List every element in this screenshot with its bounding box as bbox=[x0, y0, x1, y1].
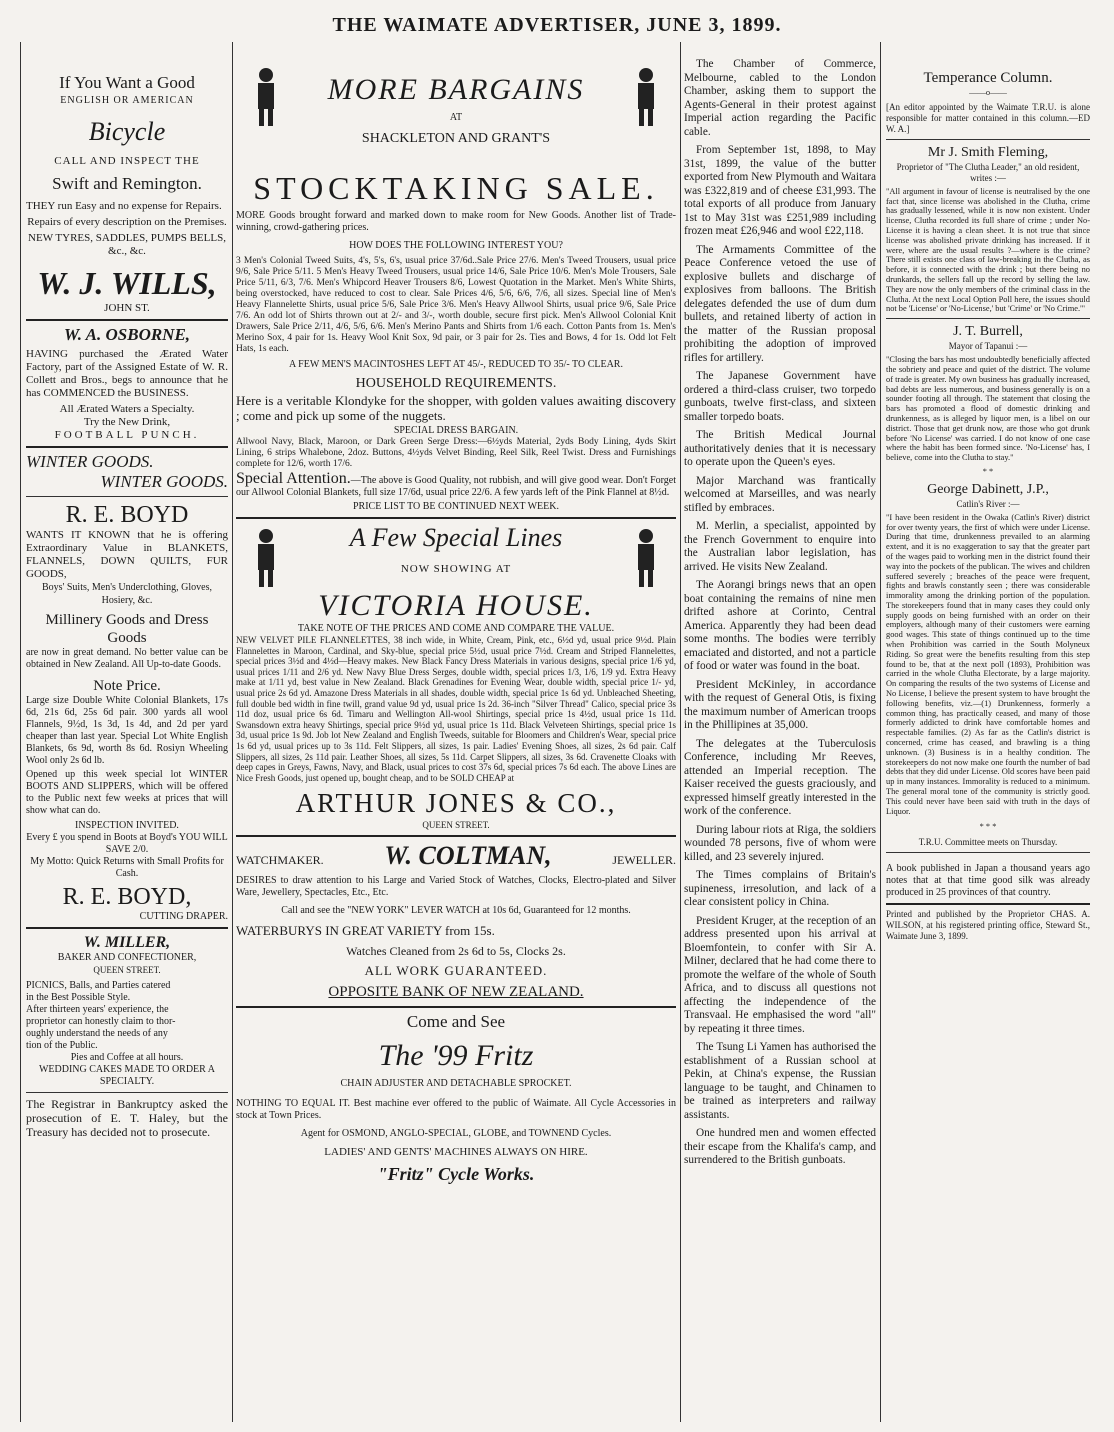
bargains-firm: SHACKLETON AND GRANT'S bbox=[361, 131, 551, 146]
miller-line-1: PICNICS, Balls, and Parties catered bbox=[26, 980, 171, 991]
miller-line-6: tion of the Public. bbox=[26, 1040, 98, 1051]
column-rule bbox=[20, 42, 21, 1422]
chain-adjuster: CHAIN ADJUSTER AND DETACHABLE SPROCKET. bbox=[340, 1078, 572, 1090]
special-dress: SPECIAL DRESS BARGAIN. bbox=[393, 425, 519, 436]
bicycle-call: CALL AND INSPECT THE bbox=[54, 155, 200, 167]
lever-watch: Call and see the "NEW YORK" LEVER WATCH at 10s 6d, Guaranteed for 12 months. bbox=[281, 905, 631, 917]
news-item: The Tsung Li Yamen has authorised the establishment of a Russian school at Pekin, at China's expense, the Russian language to be taught, and Chinamen to be trained as interpreters and railway assistants. bbox=[684, 1041, 876, 1121]
masthead: THE WAIMATE ADVERTISER, JUNE 3, 1899. bbox=[332, 14, 782, 36]
how-does: HOW DOES THE FOLLOWING INTEREST YOU? bbox=[349, 240, 563, 251]
bicycle-subhead: ENGLISH OR AMERICAN bbox=[60, 95, 194, 106]
divider bbox=[26, 496, 228, 497]
boyd-2-trade: CUTTING DRAPER. bbox=[139, 911, 228, 922]
column-3 bbox=[684, 58, 876, 1428]
miller-street: QUEEN STREET. bbox=[93, 965, 161, 975]
bankruptcy-note: The Registrar in Bankruptcy asked the prosecution of E. T. Haley, but the Treasury has decided not to prosecute. bbox=[26, 1097, 228, 1139]
miller-line-4: proprietor can honestly claim to thor- bbox=[26, 1016, 176, 1027]
miller-line-2: in the Best Possible Style. bbox=[26, 992, 131, 1003]
special-lines-title: A Few Special Lines bbox=[349, 523, 563, 552]
burrell-name: J. T. Burrell, bbox=[953, 324, 1023, 340]
winter-goods-2: WINTER GOODS. bbox=[100, 472, 228, 491]
news-item: The Chamber of Commerce, Melbourne, cabled to the London Chamber, asking them to support the Agents-General in their protest against Imperial action regarding the Pacific cable. bbox=[684, 58, 876, 138]
special-attention: Special Attention. bbox=[236, 470, 351, 487]
osborne-name: W. A. OSBORNE, bbox=[63, 325, 191, 344]
stars-divider: * * * bbox=[979, 822, 997, 832]
divider bbox=[26, 1092, 228, 1093]
osborne-try: Try the New Drink, bbox=[83, 416, 171, 428]
miller-name: W. MILLER, bbox=[83, 934, 171, 951]
news-items bbox=[684, 58, 876, 1168]
opposite-bank: OPPOSITE BANK OF NEW ZEALAND. bbox=[328, 984, 584, 1001]
divider bbox=[886, 852, 1090, 853]
motto: My Motto: Quick Returns with Small Profits for Cash. bbox=[30, 856, 224, 879]
news-item: From September 1st, 1898, to May 31st, 1899, the value of the butter exported from New Plymouth and Waitara was £322,819 and of cheese £31,993. The total exports of all produce from January 1st to May 31st was £251,989 including frozen meat £26,946 and wool £22,118. bbox=[684, 144, 876, 237]
dabinett-role: Catlin's River :— bbox=[956, 498, 1020, 509]
column-2 bbox=[236, 58, 676, 1428]
watches-cleaned: Watches Cleaned from 2s 6d to 5s, Clocks 2s. bbox=[346, 944, 566, 959]
note-price-body: Large size Double White Colonial Blankets, 17s 6d, 21s 6d, 25s 6d pair. 300 yards all wool Flannels, 9½d, 1s 3d, 1s 4d, and 2d per yard cheaper than last year. Special Lot White English Blankets, 6s 9d, worth 8s 6d. Rosiyn Wheeling Wool only 2s 6d lb. bbox=[26, 695, 228, 766]
jeweller: JEWELLER. bbox=[612, 853, 676, 868]
column-rule bbox=[232, 42, 233, 1422]
bicycle-tyres: NEW TYRES, SADDLES, PUMPS BELLS, &c., &c. bbox=[28, 232, 226, 257]
news-item: The British Medical Journal authoritatively denies that it is necessary to operate upon the Queen's eyes. bbox=[684, 429, 876, 468]
bicycle-body: THEY run Easy and no expense for Repairs. bbox=[26, 200, 222, 212]
news-item: M. Merlin, a specialist, appointed by the French Government to enquire into the Australian labor legislation, has arrived. He visits New Zealand. bbox=[684, 520, 876, 573]
title-dash: ——o—— bbox=[969, 88, 1007, 97]
victoria-house: VICTORIA HOUSE. bbox=[318, 589, 594, 622]
news-item: The Armaments Committee of the Peace Conference vetoed the use of explosive bullets and discharge of explosives from balloons. The British delegates defended the use of dum dum bullets, and retained liberty of action in the matter of the Russian proposal prohibiting the adoption of improved rifles for artillery. bbox=[684, 243, 876, 364]
fritz-title: The '99 Fritz bbox=[378, 1039, 534, 1073]
come-and-see: Come and See bbox=[406, 1012, 506, 1032]
miller-cakes: WEDDING CAKES MADE TO ORDER A SPECIALTY. bbox=[38, 1064, 216, 1087]
divider bbox=[886, 903, 1090, 905]
note-opened: Opened up this week special lot WINTER BOOTS AND SLIPPERS, which will be offered to the Public next few weeks at prices that will show what can do. bbox=[26, 769, 228, 816]
millinery-body: are now in great demand. No better value can be obtained in New Zealand. All Up-to-date Goods. bbox=[26, 647, 228, 670]
now-showing: NOW SHOWING AT bbox=[400, 563, 512, 575]
divider bbox=[886, 318, 1090, 319]
divider bbox=[886, 139, 1090, 140]
agent-line: Agent for OSMOND, ANGLO-SPECIAL, GLOBE, and TOWNEND Cycles. bbox=[300, 1128, 612, 1140]
mens-body: 3 Men's Colonial Tweed Suits, 4's, 5's, 6's, usual price 37/6d..Sale Price 27/6. Men's Tweed Trousers, usual price 9/6, Sale Price 5/11. 5 Men's Heavy Tweed Trousers, usual price 14/6, Sale Price 10/6. Men's Mole Trousers, Sale Price 5/11, 6/3, 7/6. Men's Whipcord Heaver Trousers 8/6, Lowest Quotation in the Market. Men's White Shirts, being overstocked, have reduced to cost to clear. Sale Prices 4/6, 5/6, 6/6, 7/6, all sizes. Special line of Men's Heavy Flannelette Shirts, usual price 5/6, Sale Price 3/6. Men's Heavy Allwool Shirts, usual price 9/6, Sale Price 7/6. An odd lot of Shirts thrown out at 2/- and 3/-, worth double, secure first pick. Men's Allwool Colonial Knit Drawers, Sale Price 2/11, 4/6, 5/6, 6/6. Men's Merino Pants and Shirts from 1/6 each. Cotton Pants from 1s. Men's Merino Sox, 4 pair for 1s. Heavy Wool Knit Sox, 9d pair, or 3 pair for 2s. Ties and Bows, 4 for 1s. Odd lot Felt Hats, 1s each. bbox=[236, 256, 676, 354]
divider bbox=[26, 319, 228, 321]
stars-divider: * * bbox=[982, 466, 994, 476]
news-item: Major Marchand was frantically welcomed at Marseilles, and was nearly stifled by embraces. bbox=[684, 474, 876, 514]
bicycle-brands: Swift and Remington. bbox=[52, 174, 202, 193]
fleming-name: Mr J. Smith Fleming, bbox=[927, 144, 1049, 160]
fritz-works: "Fritz" Cycle Works. bbox=[377, 1164, 535, 1185]
news-item: The Aorangi brings news that an open boat containing the remains of nine men drifted ashore at Corinto, Central America. Apparently they had been dead some months. The bodies were terribly emaciated and distorted, and not a particle of food or water was found in the boat. bbox=[684, 579, 876, 672]
ladies-gents: LADIES' AND GENTS' MACHINES ALWAYS ON HIRE. bbox=[324, 1146, 588, 1159]
column-4 bbox=[886, 58, 1090, 1428]
stock-intro: MORE Goods brought forward and marked down to make room for New Goods. Another list of Trade-winning, crowd-gathering prices. bbox=[236, 210, 676, 233]
bargains-title: MORE BARGAINS bbox=[327, 73, 585, 106]
arthur-jones: ARTHUR JONES & CO., bbox=[295, 788, 617, 819]
klondyke: Here is a veritable Klondyke for the shopper, with golden values awaiting discovery ; come and pick up some of the nuggets. bbox=[236, 393, 676, 423]
boyd-body: WANTS IT KNOWN that he is offering Extraordinary Value in BLANKETS, FLANNELS, DOWN QUILTS, FUR GOODS, bbox=[26, 529, 228, 580]
coltman-body: DESIRES to draw attention to his Large and Varied Stock of Watches, Clocks, Electro-plated and Silver Ware, Jewellery, Spectacles, Etc., Etc. bbox=[236, 875, 676, 899]
news-item: One hundred men and women effected their escape from the Khalifa's camp, and surrendered to the British gunboats. bbox=[684, 1127, 876, 1166]
dabinett-name: George Dabinett, J.P., bbox=[927, 481, 1049, 497]
news-item: The Japanese Government have ordered a third-class cruiser, two torpedo gunboats, twelve first-class, and sixteen smaller torpedo boats. bbox=[684, 370, 876, 423]
winter-goods-1: WINTER GOODS. bbox=[26, 452, 154, 471]
take-note: TAKE NOTE OF THE PRICES AND COME AND COMPARE THE VALUE. bbox=[297, 623, 615, 634]
bicycle-repairs: Repairs of every description on the Premises. bbox=[27, 216, 227, 228]
household-headline: HOUSEHOLD REQUIREMENTS. bbox=[355, 376, 557, 391]
dress-body: Allwool Navy, Black, Maroon, or Dark Green Serge Dress:—6½yds Material, 2yds Body Lining, 4yds Skirt Lining, 6 strips Whalebone, 2doz. Buttons, 4½yds Velvet Binding, Reel Silk, Reel Twist. Dress and Furnishings complete for 12/6, worth 17/6. bbox=[236, 437, 676, 469]
note-price-headline: Note Price. bbox=[93, 678, 161, 694]
bicycle-headline: If You Want a Good bbox=[59, 73, 195, 92]
japan-silk: A book published in Japan a thousand years ago notes that at that time good silk was already produced in 25 provinces of that country. bbox=[886, 863, 1090, 899]
figure-illustration-left bbox=[248, 66, 284, 128]
imprint: Printed and published by the Proprietor CHAS. A. WILSON, at his registered printing office, Steward St., Waimate June 3, 1899. bbox=[886, 909, 1090, 942]
news-item: The Times complains of Britain's supineness, irresolution, and lack of a clear consistent policy in China. bbox=[684, 869, 876, 908]
boyd-2-name: R. E. BOYD, bbox=[62, 884, 192, 910]
osborne-body: HAVING purchased the Ærated Water Factory, part of the Assigned Estate of W. R. Collett and Bros., begs to announce that he has COMMENCED the BUSINESS. bbox=[26, 348, 228, 399]
miller-line-5: oughly understand the needs of any bbox=[26, 1028, 168, 1039]
news-item: During labour riots at Riga, the soldiers wounded 78 persons, five of whom were killed, and 23 severely injured. bbox=[684, 823, 876, 863]
divider bbox=[236, 835, 676, 837]
fleming-body: "All argument in favour of license is neutralised by the one fact that, since license was abolished in the Clutha, crime has gradually lessened, while it is now non existent. Under license, Clutha recorded its full share of crime ; under No-License it is having a clean sheet. It is not true that since license was abolished private drinking has increased. If it were, where are the usual results ?—where is the crime? There still exists one class of law-breaking in the Clutha, as before, it is connected with the drink ; but there being no drunkards, the sellers fall up the record by selling the law. They are now the only members of the criminal class in the Clutha. At the next Local Option Poll here, the issues should not be 'License' or 'No-License,' but 'Crime' or 'No Crime.'" bbox=[886, 186, 1090, 314]
stocktaking-sale: STOCKTAKING SALE. bbox=[253, 170, 659, 206]
news-item: The delegates at the Tuberculosis Conference, including Mr Reeves, attended an Imperial reception. The Kaiser received the guests graciously, and expressed himself greatly interested in the work of the conference. bbox=[684, 737, 876, 817]
miller-trade: BAKER AND CONFECTIONER, bbox=[57, 952, 197, 963]
nothing-to-equal: NOTHING TO EQUAL IT. Best machine ever offered to the public of Waimate. All Cycle Accessories in stock at Town Prices. bbox=[236, 1098, 676, 1122]
news-item: President McKinley, in accordance with the request of General Otis, is fixing the maximum number of American troops in the Phillipines at 35,000. bbox=[684, 678, 876, 731]
column-rule bbox=[880, 42, 881, 1422]
victoria-body: NEW VELVET PILE FLANNELETTES, 38 inch wide, in White, Cream, Pink, etc., 6½d yd, usual price 9½d. Plain Flannelettes in Maroon, Cardinal, and Sky-blue, special price 5½d, usual price 7½d. Cream and Striped Flannelettes, special prices 3½d and 4½d—Heavy makes. New Black Fancy Dress Materials in various designs, special price 1/6 yd, usual prices 1/11 and 2/6 yd. New Navy Blue Dress Serges, double width, special prices 1/3, 1/6, 1/9 yd. Extra Heavy make at 1/11 yd, best value in New Zealand. Black Grenadines for Evening Wear, double width, special price 1/- yd, usual price 2s 6d yd. Amazone Dress Materials in all shades, double width, special price 1s 6d yd. Unbleached Sheeting, full double bed width in fine twill, grand value 9d yd, usual price 1s 2d. 36-inch "Silver Thread" Calico, special price 3s 11d doz, usual price 6s 6d. Timaru and Wellington All-wool Shirtings, special price 1s 4½d, usual price 1s 11d. Swansdown extra heavy Shirtings, special price 9½d yd, usual price 1s 11d. Black Velveteen Shirtings, special price 1s 3d, usual price 1s 9d. Job lot New Zealand and English Tweeds, suitable for Bloomers and Children's Wear, special price 1s 6d yd, usual prices up to 3s 11d. Felt Slippers, all sizes, 1s pair. Ladies' Evening Shoes, all sizes, 2s 6d pair. Calf Slippers, all sizes, 2s 11d pair. Leather Shoes, all sizes, 5s 11d. Carpet Slippers, all sizes, 3s 6d. Cravenette Cloaks with deep capes in Greys, Fawns, Navy, and Black, usual prices to cost 37s 6d, special prices 7s 6d each. The above Lines are Nice Fresh Goods, just opened up, bought cheap, and to be SOLD CHEAP at bbox=[236, 635, 676, 783]
divider bbox=[236, 1006, 676, 1008]
temperance-title: Temperance Column. bbox=[923, 70, 1053, 86]
burrell-body: "Closing the bars has most undoubtedly beneficially affected the sobriety and peace and quiet of the district. The volume of trade is greater. My own business has gradually increased, bad debts are less numerous, and business generally is on a sounder footing all through. The statement that closing the bars has promoted a flood of domestic drinking and drunkenness, as is alleged by liquor men, is a libel on our district. Those that get drunk now, are those who got drunk before 'No License' was carried. I do not know of one case where the habit has been formed since. 'No-License' has, I believe, come into the Clutha to stay." bbox=[886, 355, 1090, 463]
committee-meets: T.R.U. Committee meets on Thursday. bbox=[918, 837, 1058, 848]
miller-pies: Pies and Coffee at all hours. bbox=[70, 1052, 184, 1063]
column-rule bbox=[680, 42, 681, 1422]
fleming-role: Proprietor of "The Clutha Leader," an old resident, writes :— bbox=[896, 161, 1080, 183]
every-pound: Every £ you spend in Boots at Boyd's YOU WILL SAVE 2/0. bbox=[26, 832, 228, 855]
osborne-drink: FOOTBALL PUNCH. bbox=[54, 429, 200, 441]
attention-body: —The above is Good Quality, not rubbish, and will give good wear. Don't Forget our Allwool Colonial Blankets, full size 17/6d, usual price 22/6. A few yards left of the Pink Flannel at 8½d. bbox=[236, 475, 676, 498]
divider bbox=[236, 517, 676, 519]
figure-illustration-right bbox=[628, 527, 664, 589]
osborne-line: All Ærated Waters a Specialty. bbox=[59, 403, 195, 415]
divider bbox=[26, 927, 228, 929]
macintoshes: A FEW MEN'S MACINTOSHES LEFT AT 45/-, REDUCED TO 35/- TO CLEAR. bbox=[289, 359, 623, 370]
inspection-invited: INSPECTION INVITED. bbox=[75, 820, 179, 831]
price-list: PRICE LIST TO BE CONTINUED NEXT WEEK. bbox=[352, 501, 559, 512]
wills-street: JOHN ST. bbox=[104, 302, 150, 314]
divider bbox=[26, 446, 228, 448]
watchmaker: WATCHMAKER. bbox=[236, 853, 324, 868]
waterburys: WATERBURYS IN GREAT VARIETY from 15s. bbox=[236, 923, 495, 939]
millinery-headline: Millinery Goods and Dress Goods bbox=[45, 612, 209, 646]
bargains-at: AT bbox=[449, 112, 463, 123]
all-work-guaranteed: ALL WORK GUARANTEED. bbox=[364, 963, 548, 979]
news-item: President Kruger, at the reception of an address presented upon his arrival at Bloemfontein, to confer with Sir A. Milner, declared that he had come there to promote the welfare of the whole of South Africa, and to discuss all questions not affecting the independence of the Transvaal. He emphasised the word "all" by repeating it three times. bbox=[684, 914, 876, 1035]
wills-name: W. J. WILLS, bbox=[37, 265, 217, 301]
column-1 bbox=[26, 58, 228, 1428]
miller-line-3: After thirteen years' experience, the bbox=[26, 1004, 169, 1015]
figure-illustration-right bbox=[628, 66, 664, 128]
bicycle-title: Bicycle bbox=[88, 117, 166, 146]
queen-street: QUEEN STREET. bbox=[422, 820, 490, 831]
figure-illustration-left bbox=[248, 527, 284, 589]
burrell-role: Mayor of Tapanui :— bbox=[948, 341, 1028, 352]
boyd-name: R. E. BOYD bbox=[65, 502, 189, 528]
dabinett-body: "I have been resident in the Owaka (Catlin's River) district for over twenty years, the first of which were under License. During that time, drunkenness prevailed to an alarming extent, and it is no exaggeration to say that the greater part of the wages paid to working men in the district found their way into the pockets of the publican. The wives and children suffered severely ; breaches of the peace were frequent, fights and brawls constantly seen ; there was considerable immorality among the drinking portion of the population. The storekeepers found that in many cases they could only supply goods on being furnished with an order on their employers, although many of their customers were earning good wages. This state of things continued up to the time when Prohibition was carried in the South Molyneux Riding. So great were the benefits resulting from this step found to be, that at the next poll (1893), Prohibition was carried in the whole Clutha Electorate, by a large majority. On comparing the results of the two systems of License and No License, I believe the present system to have brought the following benefits, viz.—(1) Drunkenness, formerly a common thing, has practically ceased, and many of those formerly addicted to drink have comfortable homes and respectable families. (2) As far as the Catlin's district is concerned, crime has ceased, and brawling is a thing unknown. (3) Business is in a healthy condition. The storekeepers do not now make one fourth the number of bad debts that they did under License. Old scores have been paid up in many instances. Immorality is reduced to a minimum. The general moral tone of the community is strictly good. This could never have been said with truth in the days of Liquor. bbox=[886, 512, 1090, 816]
boyd-suits: Boys' Suits, Men's Underclothing, Gloves, Hosiery, &c. bbox=[42, 582, 212, 606]
coltman-name: W. COLTMAN, bbox=[384, 841, 552, 871]
editor-note: [An editor appointed by the Waimate T.R.U. is alone responsible for matter contained in this column.—ED W. A.] bbox=[886, 101, 1090, 134]
